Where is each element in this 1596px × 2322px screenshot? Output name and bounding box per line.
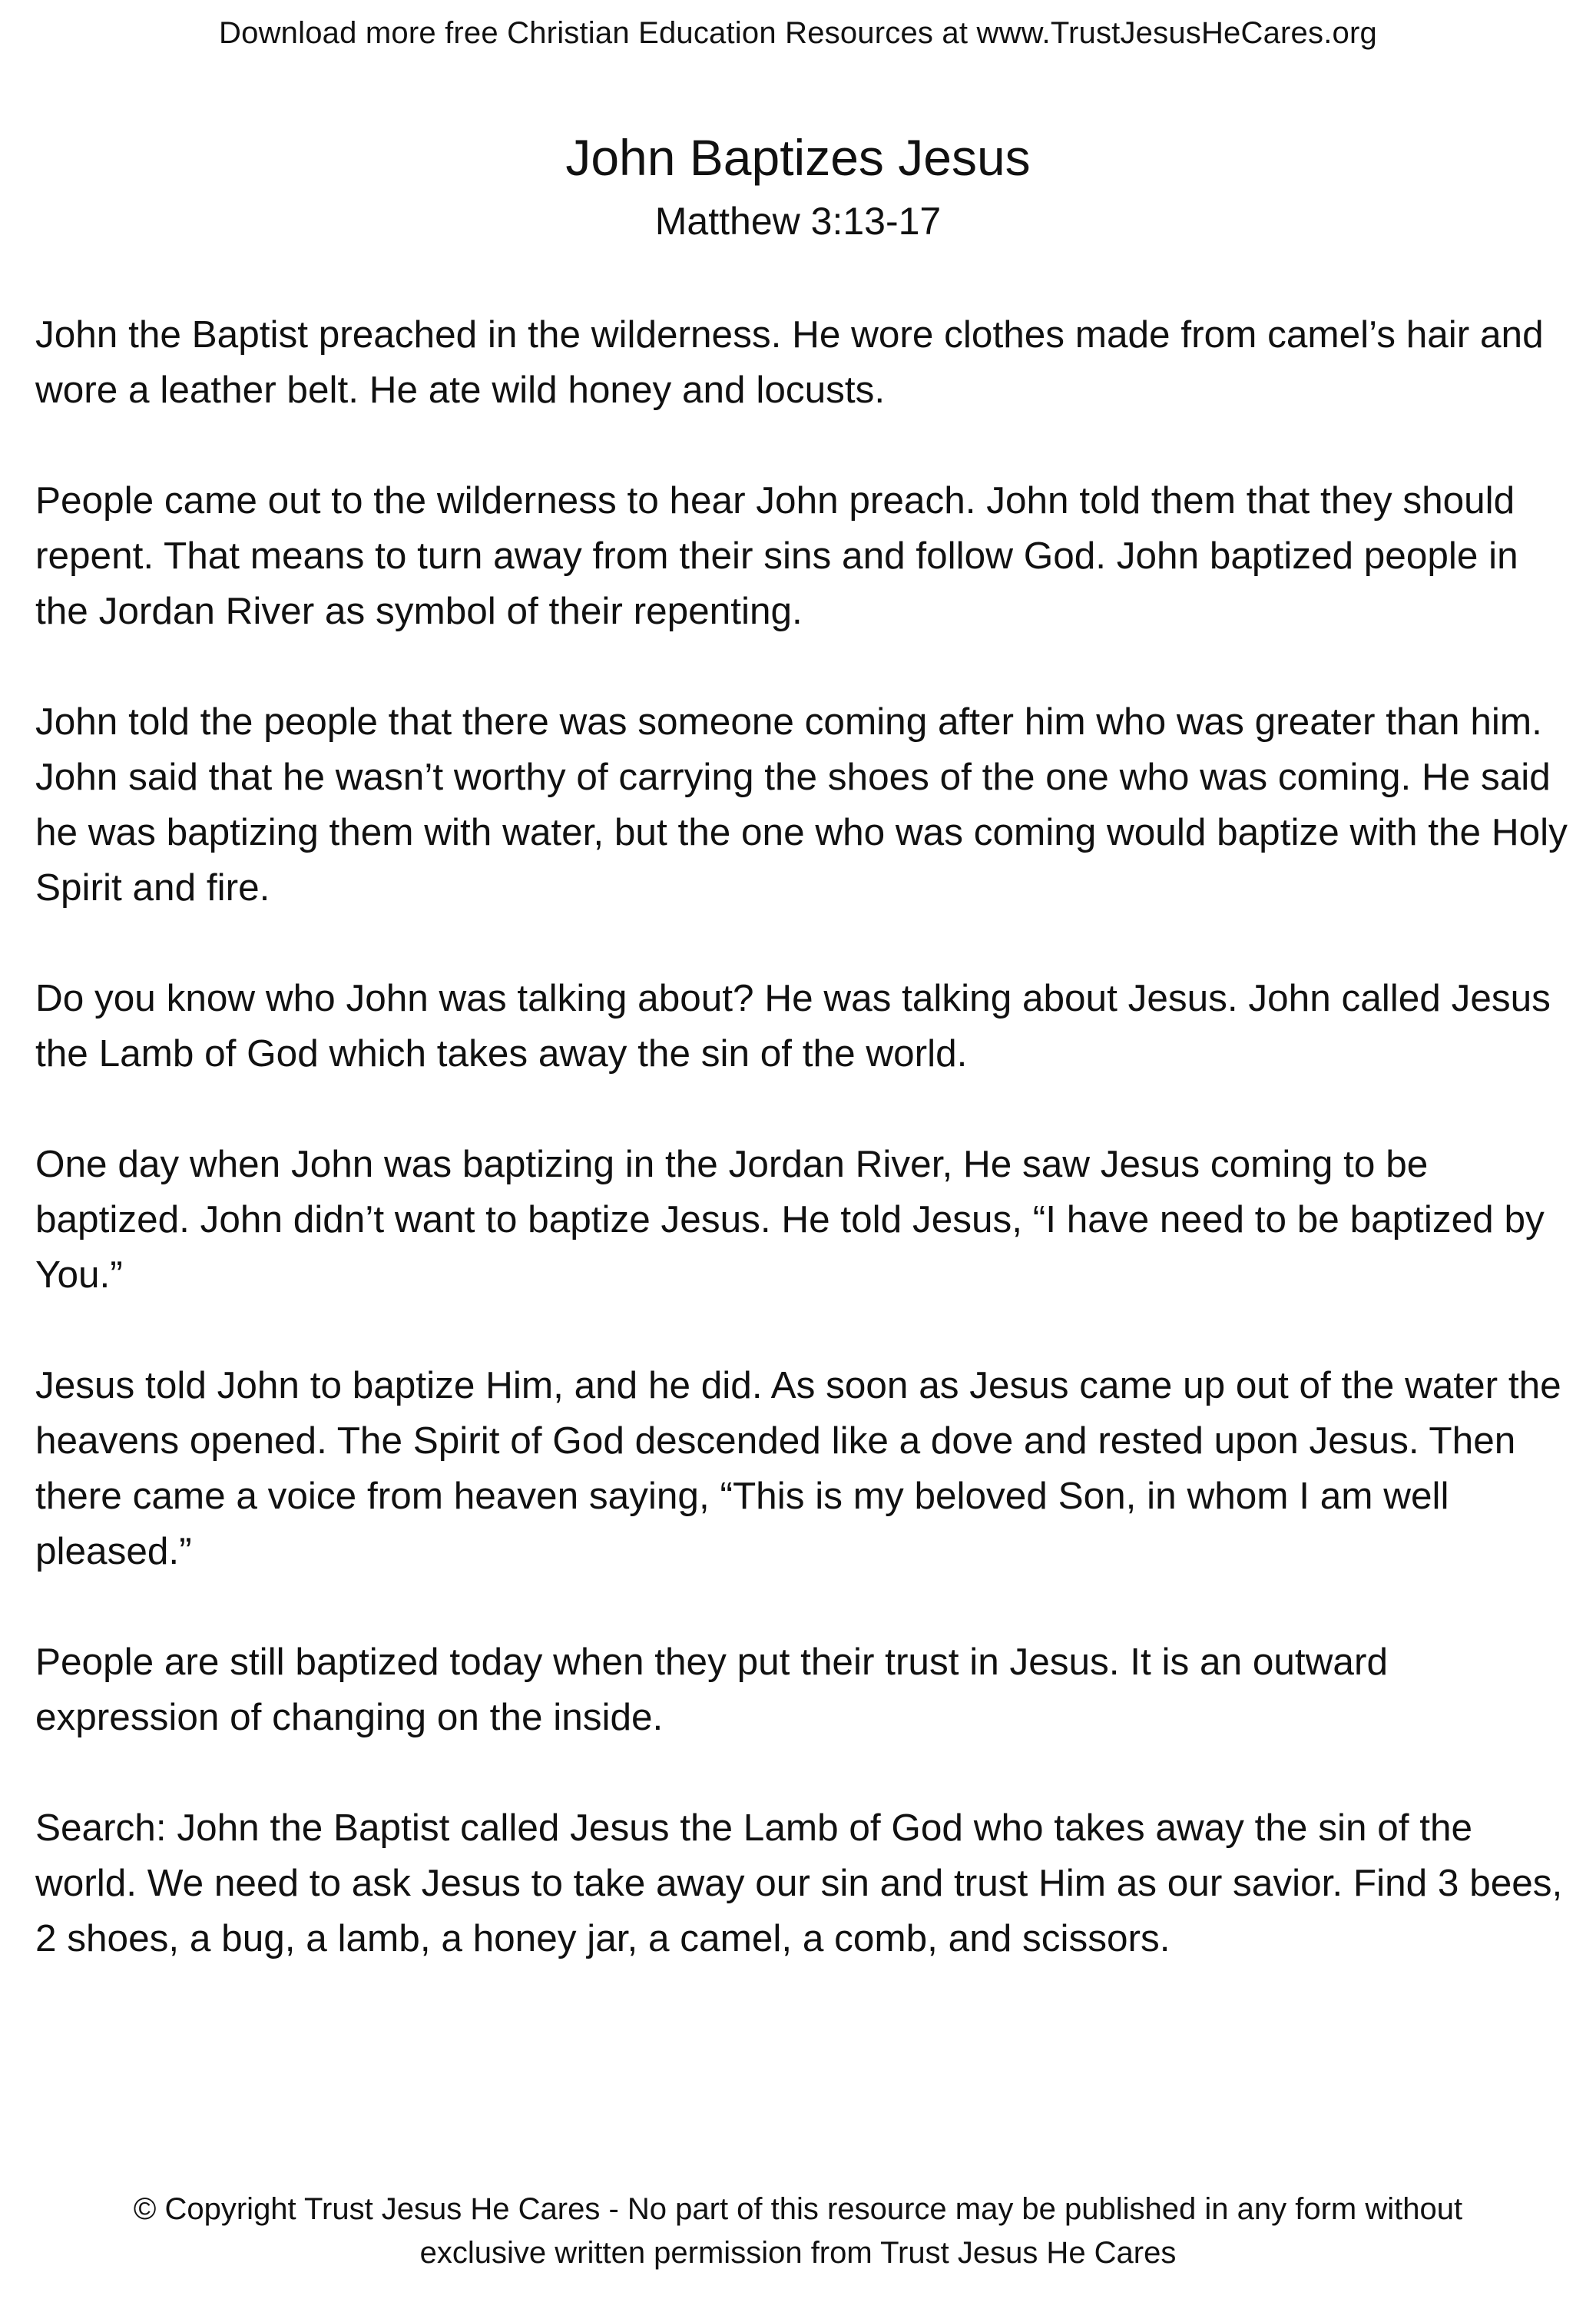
paragraph-jesus-comes: One day when John was baptizing in the Jordan River, He saw Jesus coming to be baptized. John didn’t want to baptize Jesus. He told Jesus, “I have need to be baptized by You.”	[35, 1143, 1545, 1296]
paragraph-search-activity: Search: John the Baptist called Jesus the Lamb of God who takes away the sin of the world. We need to ask Jesus to take away our sin and trust Him as our savior. Find 3 bees, 2 shoes, a bug, a lamb, a honey jar, a camel, a comb, and scissors.	[35, 1807, 1563, 1959]
paragraph-one-coming: John told the people that there was someone coming after him who was greater than him. John said that he wasn’t worthy of carrying the shoes of the one who was coming. He said he was baptizing them with water, but the one who was coming would baptize with the Holy Spirit and fire.	[35, 701, 1568, 909]
resource-banner: Download more free Christian Education Resources at www.TrustJesusHeCares.org	[219, 16, 1377, 50]
paragraph-lamb-of-god: Do you know who John was talking about? He was talking about Jesus. John called Jesus the Lamb of God which takes away the sin of the world.	[35, 977, 1551, 1075]
page-title: John Baptizes Jesus	[565, 129, 1031, 186]
paragraph-baptized-today: People are still baptized today when they put their trust in Jesus. It is an outward expression of changing on the inside.	[35, 1641, 1388, 1738]
paragraph-baptism: Jesus told John to baptize Him, and he did. As soon as Jesus came up out of the water the heavens opened. The Spirit of God descended like a dove and rested upon Jesus. Then there came a voice from heaven saying, “This is my beloved Son, in whom I am well pleased.”	[35, 1364, 1561, 1572]
copyright-line-1: © Copyright Trust Jesus He Cares - No part of this resource may be published in any form without	[133, 2192, 1463, 2226]
copyright-line-2: exclusive written permission from Trust Jesus He Cares	[419, 2236, 1177, 2270]
paragraph-repent: People came out to the wilderness to hear John preach. John told them that they should repent. That means to turn away from their sins and follow God. John baptized people in the Jordan River as symbol of their repenting.	[35, 479, 1518, 632]
story-body	[35, 307, 1568, 2022]
scripture-reference: Matthew 3:13-17	[654, 200, 942, 243]
copyright-footer	[0, 2188, 1596, 2275]
paragraph-john-wilderness: John the Baptist preached in the wilderness. He wore clothes made from camel’s hair and wore a leather belt. He ate wild honey and locusts.	[35, 313, 1544, 411]
